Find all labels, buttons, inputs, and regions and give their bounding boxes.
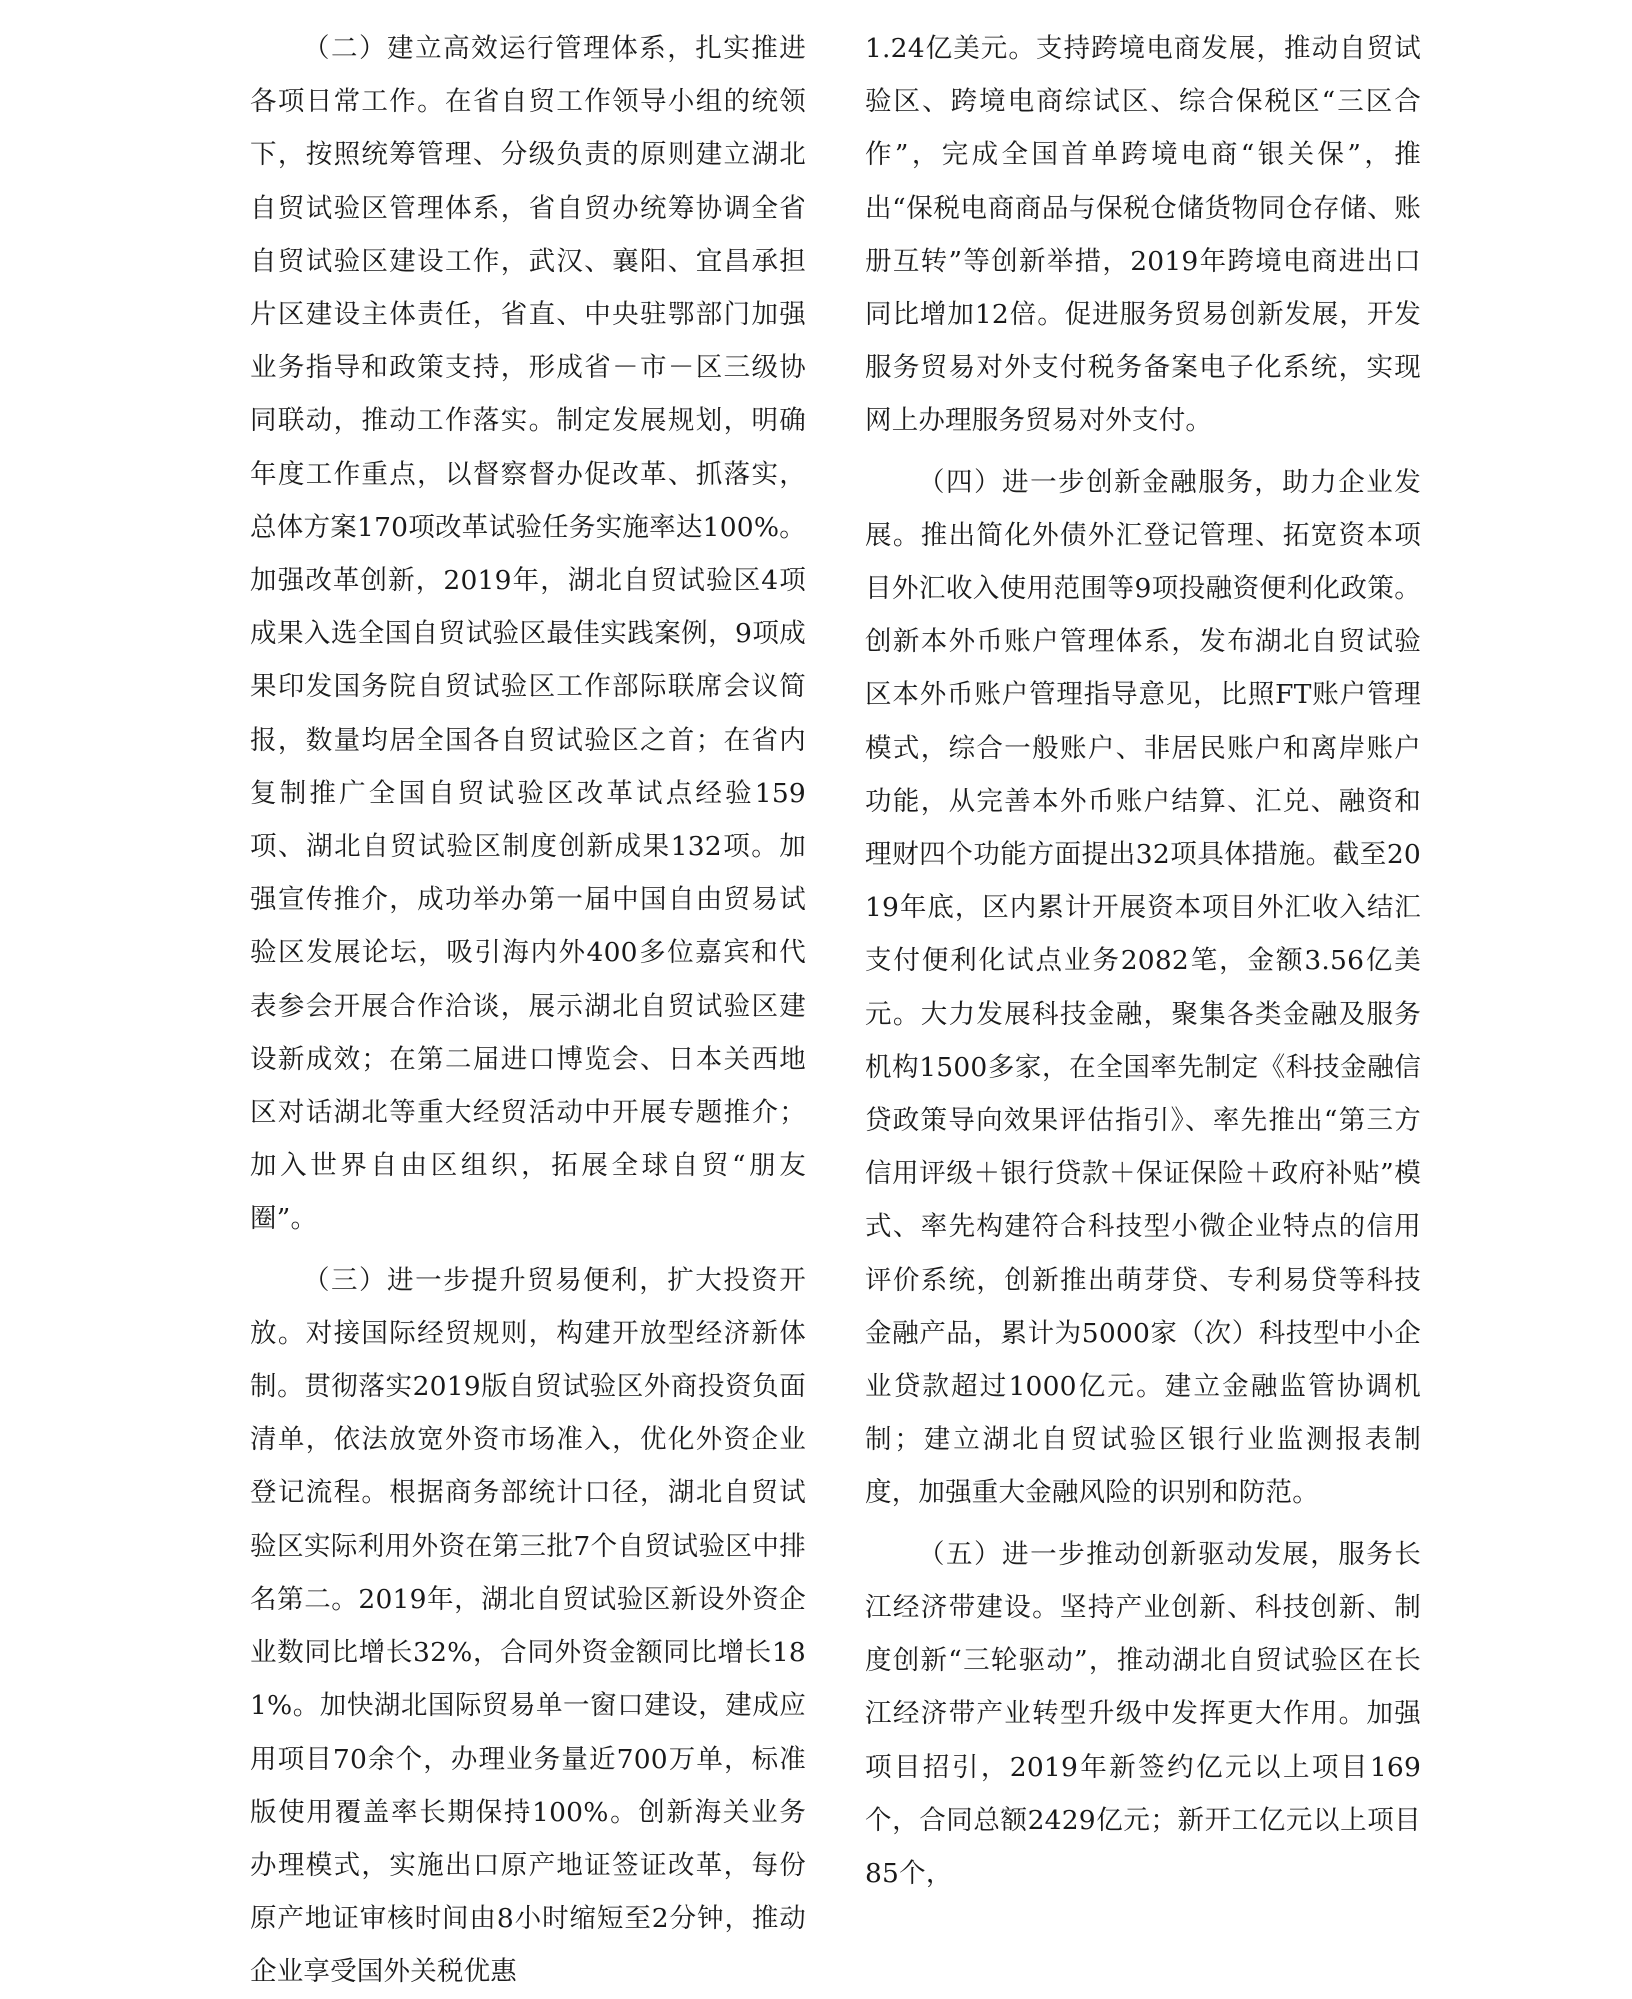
paragraph-section-5: （五）进一步推动创新驱动发展，服务长江经济带建设。坚持产业创新、科技创新、制度创新“三轮驱动”，推动湖北自贸试验区在长江经济带产业转型升级中发挥更大作用。加强项目招引，2019年新签约亿元以上项目169个，合同总额2429亿元；新开工亿元以上项目85个， xyxy=(865,1538,1421,1889)
paragraph-section-2: （二）建立高效运行管理体系，扎实推进各项日常工作。在省自贸工作领导小组的统领下，按照统筹管理、分级负责的原则建立湖北自贸试验区管理体系，省自贸办统筹协调全省自贸试验区建设工作，武汉、襄阳、宜昌承担片区建设主体责任，省直、中央驻鄂部门加强业务指导和政策支持，形成省－市－区三级协同联动，推动工作落实。制定发展规划，明确年度工作重点，以督察督办促改革、抓落实，总体方案170项改革试验任务实施率达100%。加强改革创新，2019年，湖北自贸试验区4项成果入选全国自贸试验区最佳实践案例，9项成果印发国务院自贸试验区工作部际联席会议简报，数量均居全国各自贸试验区之首；在省内复制推广全国自贸试验区改革试点经验159项、湖北自贸试验区制度创新成果132项。加强宣传推介，成功举办第一届中国自由贸易试验区发展论坛，吸引海内外400多位嘉宾和代表参会开展合作洽谈，展示湖北自贸试验区建设新成效；在第二届进口博览会、日本关西地区对话湖北等重大经贸活动中开展专题推介；加入世界自由区组织，拓展全球自贸“朋友圈”。 xyxy=(250,33,806,1235)
left-column xyxy=(250,22,806,1999)
paragraph-section-3: （三）进一步提升贸易便利，扩大投资开放。对接国际经贸规则，构建开放型经济新体制。贯彻落实2019版自贸试验区外商投资负面清单，依法放宽外资市场准入，优化外资企业登记流程。根据商务部统计口径，湖北自贸试验区实际利用外资在第三批7个自贸试验区中排名第二。2019年，湖北自贸试验区新设外资企业数同比增长32%，合同外资金额同比增长181%。加快湖北国际贸易单一窗口建设，建成应用项目70余个，办理业务量近700万单，标准版使用覆盖率长期保持100%。创新海关业务办理模式，实施出口原产地证签证改革，每份原产地证审核时间由8小时缩短至2分钟，推动企业享受国外关税优惠 xyxy=(250,1264,806,1988)
paragraph-section-3-continued: 1.24亿美元。支持跨境电商发展，推动自贸试验区、跨境电商综试区、综合保税区“三区合作”，完成全国首单跨境电商“银关保”，推出“保税电商商品与保税仓储货物同仓存储、账册互转”等创新举措，2019年跨境电商进出口同比增加12倍。促进服务贸易创新发展，开发服务贸易对外支付税务备案电子化系统，实现网上办理服务贸易对外支付。 xyxy=(865,33,1421,437)
paragraph-section-4: （四）进一步创新金融服务，助力企业发展。推出简化外债外汇登记管理、拓宽资本项目外汇收入使用范围等9项投融资便利化政策。创新本外币账户管理体系，发布湖北自贸试验区本外币账户管理指导意见，比照FT账户管理模式，综合一般账户、非居民账户和离岸账户功能，从完善本外币账户结算、汇兑、融资和理财四个功能方面提出32项具体措施。截至2019年底，区内累计开展资本项目外汇收入结汇支付便利化试点业务2082笔，金额3.56亿美元。大力发展科技金融，聚集各类金融及服务机构1500多家，在全国率先制定《科技金融信贷政策导向效果评估指引》、率先推出“第三方信用评级＋银行贷款＋保证保险＋政府补贴”模式、率先构建符合科技型小微企业特点的信用评价系统，创新推出萌芽贷、专利易贷等科技金融产品，累计为5000家（次）科技型中小企业贷款超过1000亿元。建立金融监管协调机制；建立湖北自贸试验区银行业监测报表制度，加强重大金融风险的识别和防范。 xyxy=(865,466,1421,1509)
right-column xyxy=(865,22,1421,1900)
